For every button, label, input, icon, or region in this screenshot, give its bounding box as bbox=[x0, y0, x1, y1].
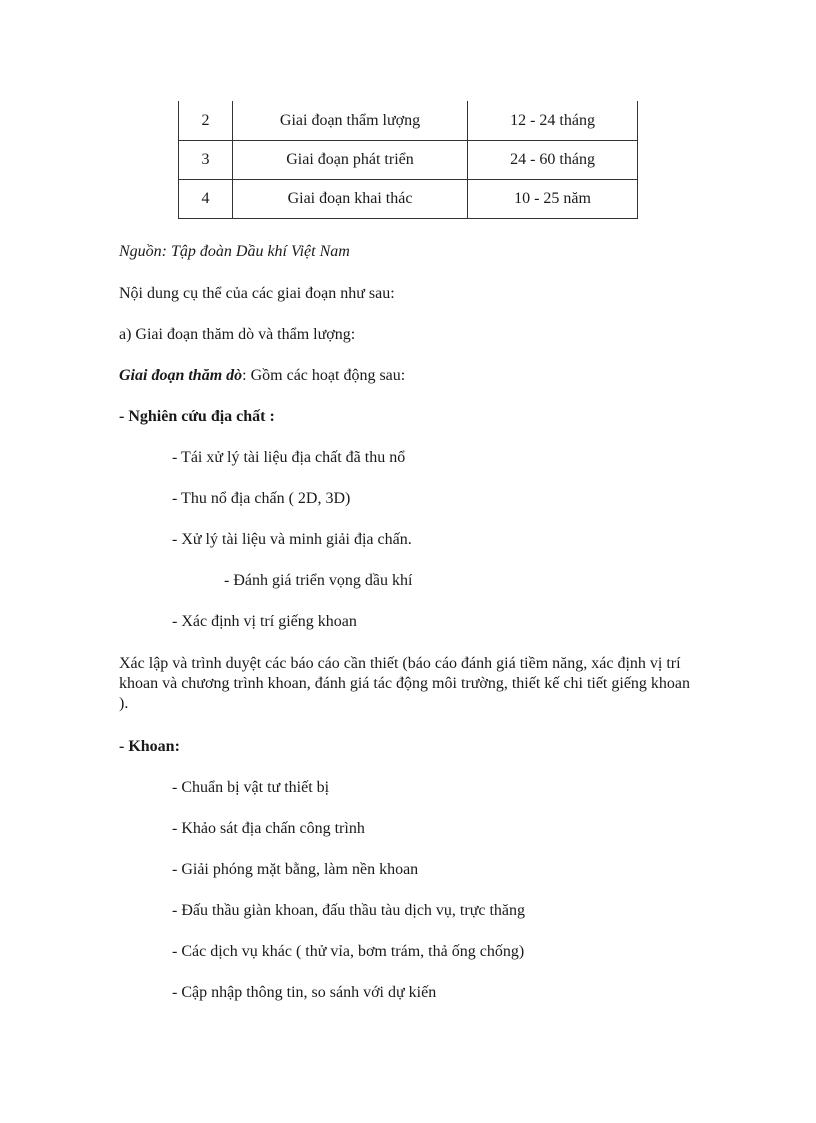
exploration-line bbox=[119, 366, 405, 386]
list-item: - Giải phóng mặt bằng, làm nền khoan bbox=[172, 861, 419, 878]
table-cell-phase: Giai đoạn khai thác bbox=[233, 180, 468, 219]
section-a-heading: a) Giai đoạn thăm dò và thẩm lượng: bbox=[119, 326, 356, 343]
exploration-rest: : Gồm các hoạt động sau: bbox=[242, 367, 406, 384]
list-item: - Cập nhập thông tin, so sánh với dự kiến bbox=[172, 984, 437, 1001]
list-item: - Đấu thầu giàn khoan, đấu thầu tàu dịch vụ, trực thăng bbox=[172, 902, 526, 919]
drilling-heading: - Khoan: bbox=[119, 738, 180, 755]
table-cell-duration: 10 - 25 năm bbox=[468, 180, 638, 219]
table-cell-duration: 12 - 24 tháng bbox=[468, 101, 638, 141]
table-cell-phase: Giai đoạn phát triển bbox=[233, 141, 468, 180]
table-cell-number: 2 bbox=[179, 101, 233, 141]
geology-heading: - Nghiên cứu địa chất : bbox=[119, 408, 275, 425]
list-item: - Xác định vị trí giếng khoan bbox=[172, 613, 357, 630]
list-item: - Đánh giá triển vọng dầu khí bbox=[224, 572, 413, 589]
list-item: - Tái xử lý tài liệu địa chất đã thu nổ bbox=[172, 449, 406, 466]
reports-paragraph: Xác lập và trình duyệt các báo cáo cần thiết (báo cáo đánh giá tiềm năng, xác định vị trí khoan và chương trình khoan, đánh giá tác động môi trường, thiết kế chi tiết giếng khoan ). bbox=[119, 655, 691, 712]
source-note: Nguồn: Tập đoàn Dầu khí Việt Nam bbox=[119, 243, 350, 260]
table-cell-number: 4 bbox=[179, 180, 233, 219]
table-cell-duration: 24 - 60 tháng bbox=[468, 141, 638, 180]
list-item: - Chuẩn bị vật tư thiết bị bbox=[172, 779, 330, 796]
list-item: - Các dịch vụ khác ( thử vỉa, bơm trám, thả ống chống) bbox=[172, 943, 525, 960]
table-row bbox=[179, 180, 638, 219]
table-cell-phase: Giai đoạn thẩm lượng bbox=[233, 101, 468, 141]
table-cell-number: 3 bbox=[179, 141, 233, 180]
table-row bbox=[179, 141, 638, 180]
list-item: - Thu nổ địa chấn ( 2D, 3D) bbox=[172, 490, 351, 507]
table-row bbox=[179, 101, 638, 141]
exploration-label: Giai đoạn thăm dò bbox=[119, 367, 243, 384]
list-item: - Khảo sát địa chấn công trình bbox=[172, 820, 365, 837]
phase-table bbox=[178, 101, 638, 219]
intro-text: Nội dung cụ thể của các giai đoạn như sau: bbox=[119, 285, 395, 302]
list-item: - Xử lý tài liệu và minh giải địa chấn. bbox=[172, 531, 412, 548]
